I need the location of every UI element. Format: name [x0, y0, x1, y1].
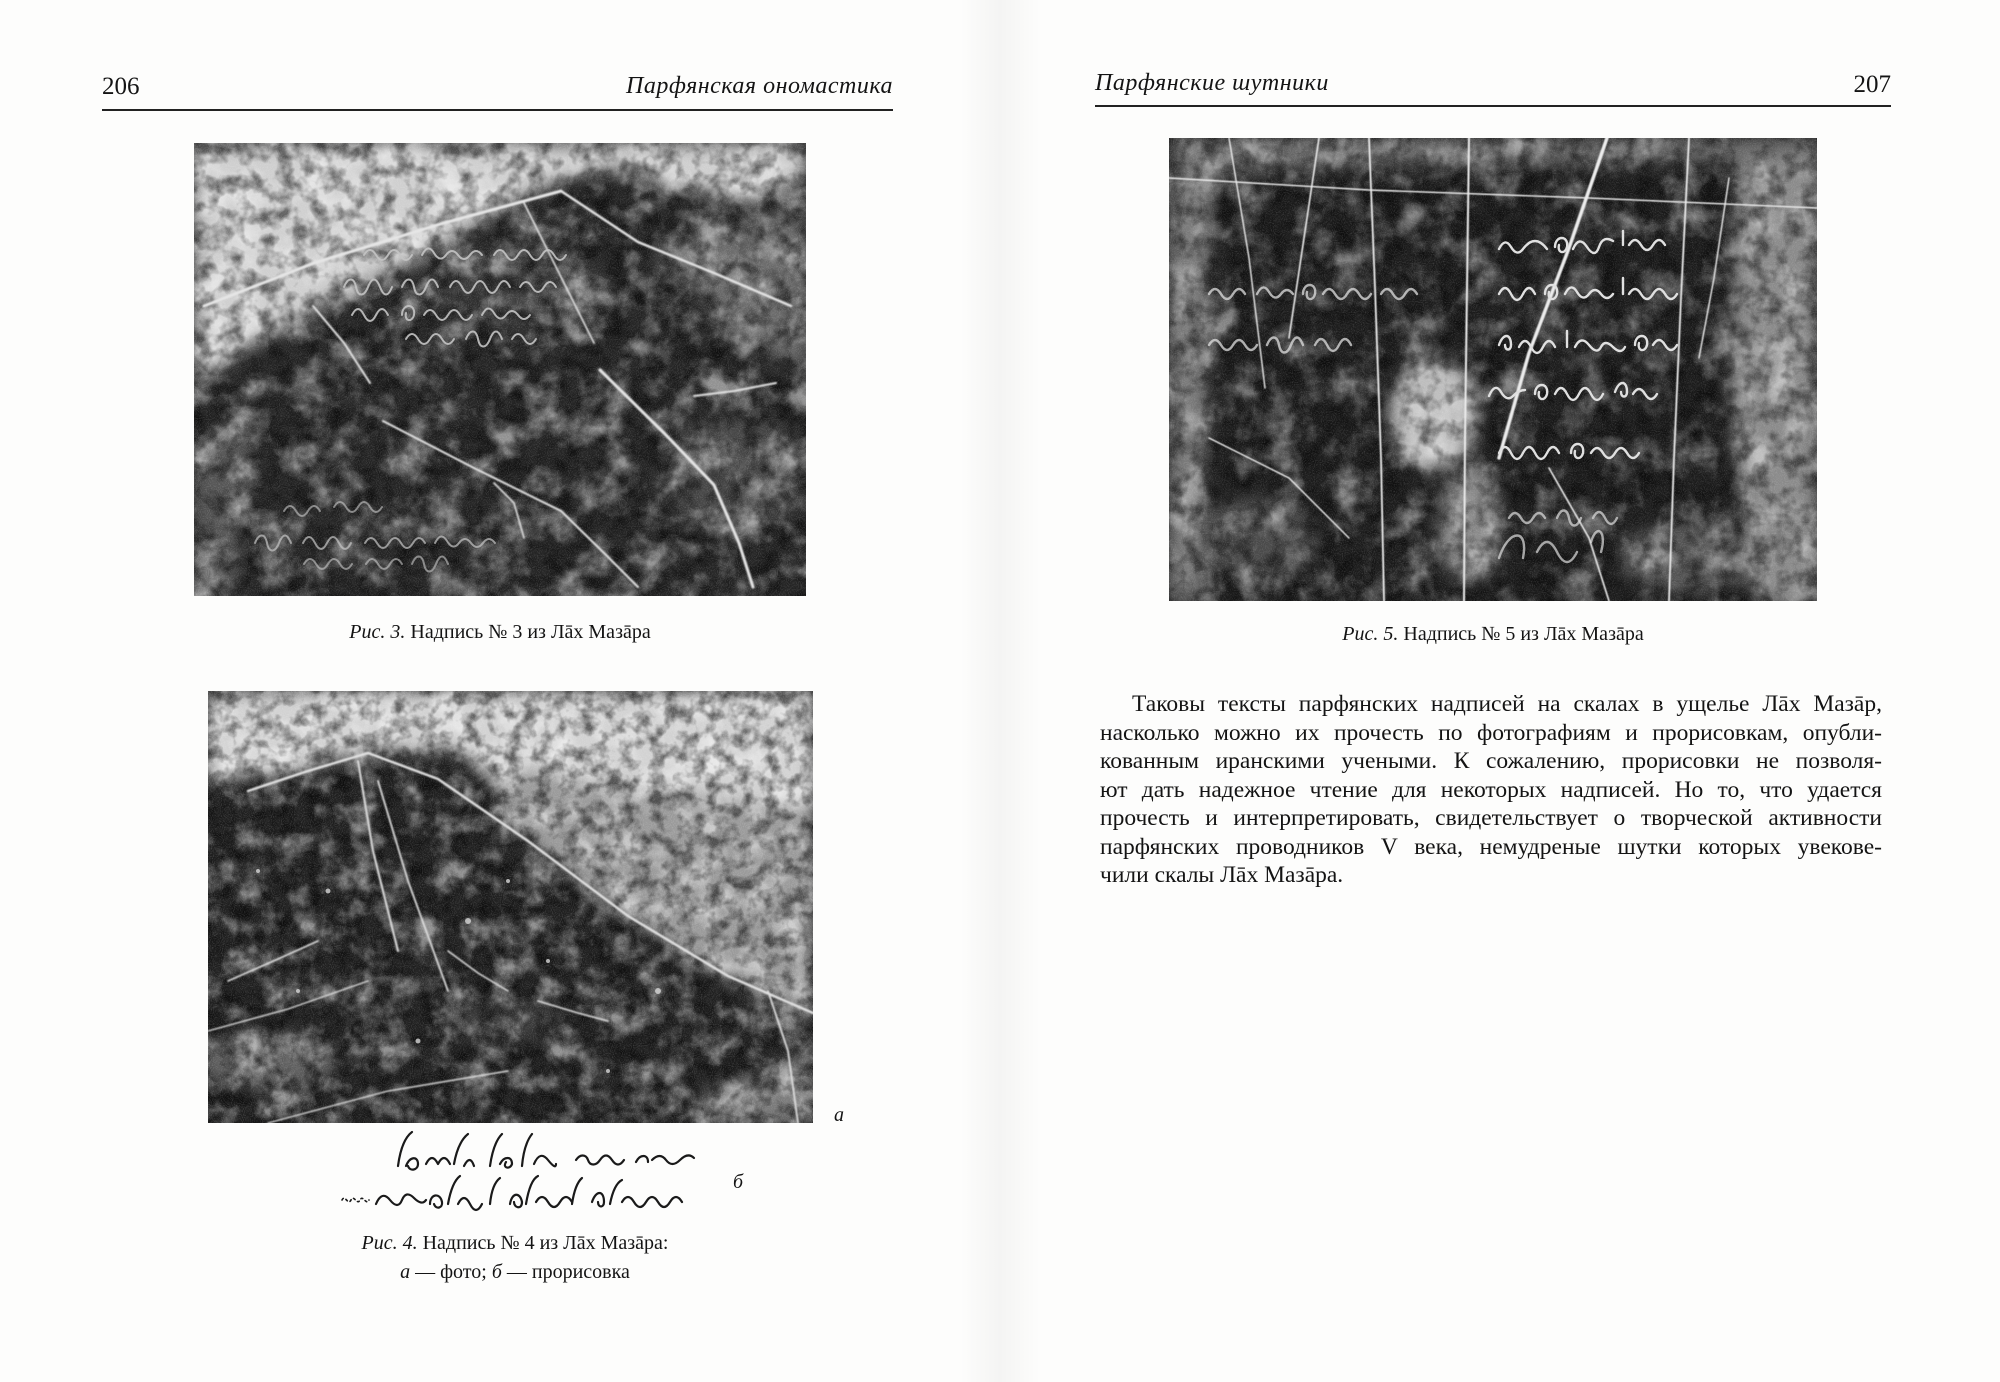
legend-text-a: — фото; [415, 1261, 487, 1283]
header-rule [1095, 105, 1891, 107]
figure-4-caption [315, 1233, 715, 1253]
running-head: Парфянская ономастика [626, 73, 893, 99]
figure-caption-text: Надпись № 4 из Лāх Мазāра: [422, 1232, 669, 1254]
traced-script-line-2 [342, 1176, 682, 1210]
body-text-line: парфянских проводников V века, немудреные шутки которых увекове- [1100, 833, 1882, 860]
figure-4-photo-marker: а [834, 1104, 844, 1126]
figure-4-legend [315, 1262, 715, 1282]
figure-4a-photo [208, 691, 813, 1123]
header-rule [102, 109, 893, 111]
legend-marker-a: а [400, 1261, 411, 1283]
page-number: 207 [1853, 71, 1891, 98]
body-text-line: прочесть и интерпретировать, свидетельствует о творческой активности [1100, 805, 1882, 831]
figure-label: Рис. 3. [349, 621, 406, 643]
figure-label: Рис. 4. [361, 1232, 418, 1254]
figure-5-caption [1169, 624, 1817, 644]
body-text-line: чили скалы Лāх Мазāра. [1100, 862, 1344, 888]
figure-3-photo [194, 143, 806, 596]
body-text-line: ют дать надежное чтение для некоторых надписей. Но то, что удается [1100, 776, 1882, 803]
figure-5-photo [1169, 138, 1817, 601]
body-text-line: Таковы тексты парфянских надписей на скалах в ущелье Лāх Мазāр, [1132, 691, 1882, 717]
legend-marker-b: б [491, 1261, 502, 1283]
figure-caption-text: Надпись № 3 из Лāх Мазāра [410, 621, 651, 643]
figure-4-drawing-marker: б [733, 1171, 744, 1193]
body-text-line: насколько можно их прочесть по фотографиям и прорисовкам, опубли- [1100, 719, 1882, 746]
page-number: 206 [102, 73, 140, 100]
figure-3-caption [194, 622, 806, 642]
figure-label: Рис. 5. [1342, 623, 1399, 645]
legend-text-b: — прорисовка [506, 1261, 630, 1283]
body-paragraph [1100, 690, 1882, 890]
figure-4b-drawing [340, 1126, 700, 1218]
figure-caption-text: Надпись № 5 из Лāх Мазāра [1403, 623, 1644, 645]
right-page [1000, 0, 2000, 1382]
traced-script-line-1 [398, 1132, 694, 1170]
running-head: Парфянские шутники [1095, 70, 1329, 96]
body-text-line: кованным иранскими учеными. К сожалению, прорисовки не позволя- [1100, 748, 1882, 774]
